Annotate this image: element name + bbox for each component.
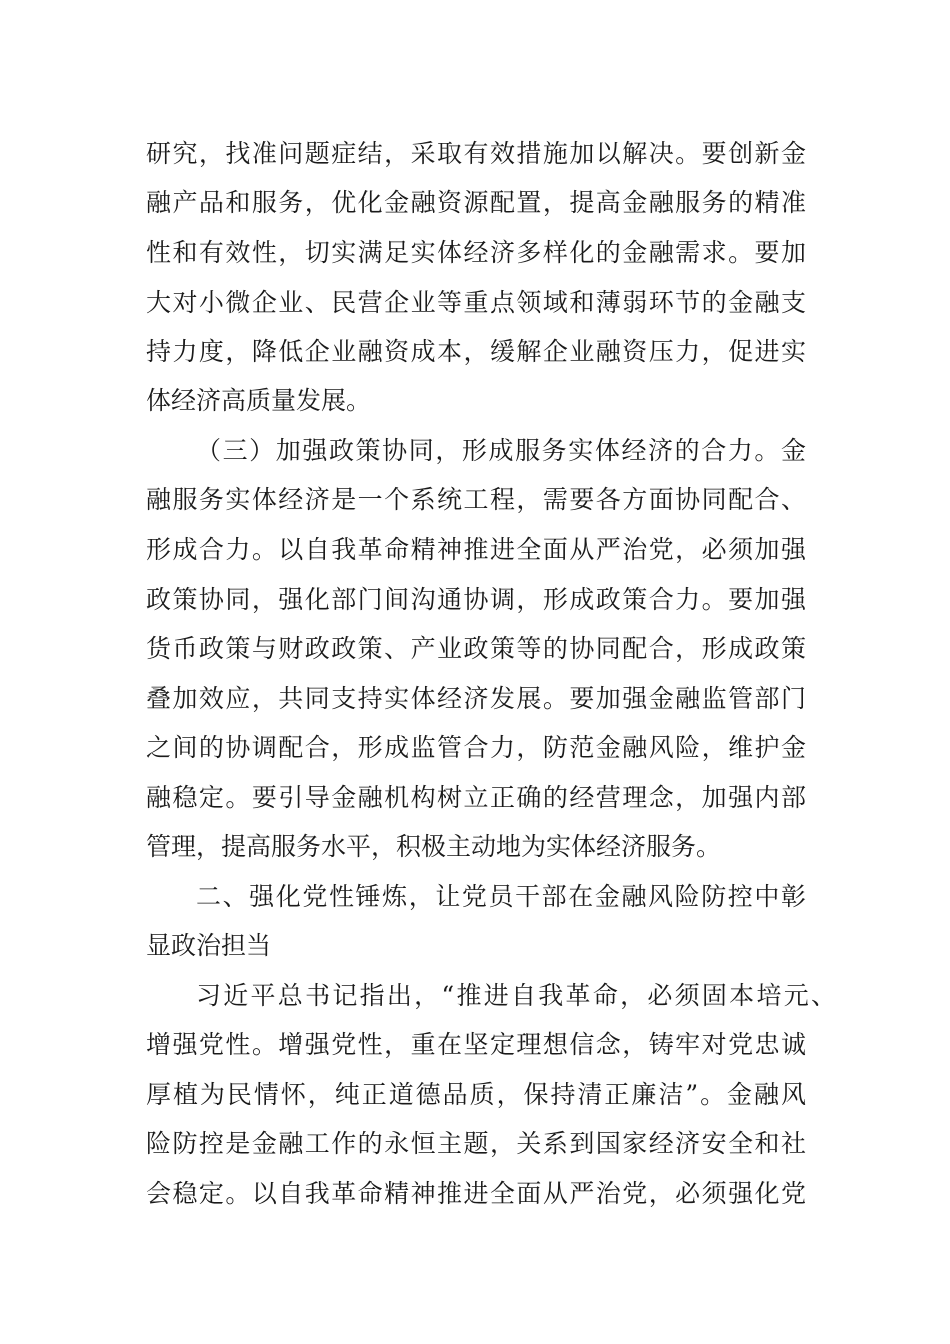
- body-text-line: 体经济高质量发展。: [146, 386, 372, 415]
- body-text-line: 叠加效应，共同支持实体经济发展。要加强金融监管部门: [146, 684, 806, 713]
- body-text-line: 厚植为民情怀，纯正道德品质，保持清正廉洁”。金融风: [146, 1080, 806, 1109]
- body-text-line: 融产品和服务，优化金融资源配置，提高金融服务的精准: [146, 188, 806, 217]
- body-text-line: 大对小微企业、民营企业等重点领域和薄弱环节的金融支: [146, 288, 806, 317]
- body-text-line: 融稳定。要引导金融机构树立正确的经营理念，加强内部: [146, 783, 806, 812]
- body-text-line: 会稳定。以自我革命精神推进全面从严治党，必须强化党: [146, 1179, 806, 1208]
- body-text-line: 融服务实体经济是一个系统工程，需要各方面协同配合、: [146, 485, 806, 514]
- chapter-heading-line: 二、强化党性锤炼，让党员干部在金融风险防控中彰: [196, 882, 806, 911]
- body-text-line: 性和有效性，切实满足实体经济多样化的金融需求。要加: [146, 238, 806, 267]
- body-text-line: 持力度，降低企业融资成本，缓解企业融资压力，促进实: [146, 337, 806, 366]
- body-text-line: 险防控是金融工作的永恒主题，关系到国家经济安全和社: [146, 1129, 806, 1158]
- body-text-line: 货币政策与财政政策、产业政策等的协同配合，形成政策: [146, 634, 806, 663]
- body-text-line: 研究，找准问题症结，采取有效措施加以解决。要创新金: [146, 139, 806, 168]
- body-text-line: 增强党性。增强党性，重在坚定理想信念，铸牢对党忠诚: [146, 1030, 806, 1059]
- chapter-heading-line: 显政治担当: [146, 931, 272, 960]
- body-text-line: 形成合力。以自我革命精神推进全面从严治党，必须加强: [146, 535, 806, 564]
- body-text-line: 管理，提高服务水平，积极主动地为实体经济服务。: [146, 832, 722, 861]
- body-text-line: 政策协同，强化部门间沟通协调，形成政策合力。要加强: [146, 585, 806, 614]
- section-heading-line: （三）加强政策协同，形成服务实体经济的合力。金: [196, 436, 806, 465]
- body-text-line: 习近平总书记指出，“推进自我革命，必须固本培元、: [196, 981, 836, 1010]
- body-text-line: 之间的协调配合，形成监管合力，防范金融风险，维护金: [146, 733, 806, 762]
